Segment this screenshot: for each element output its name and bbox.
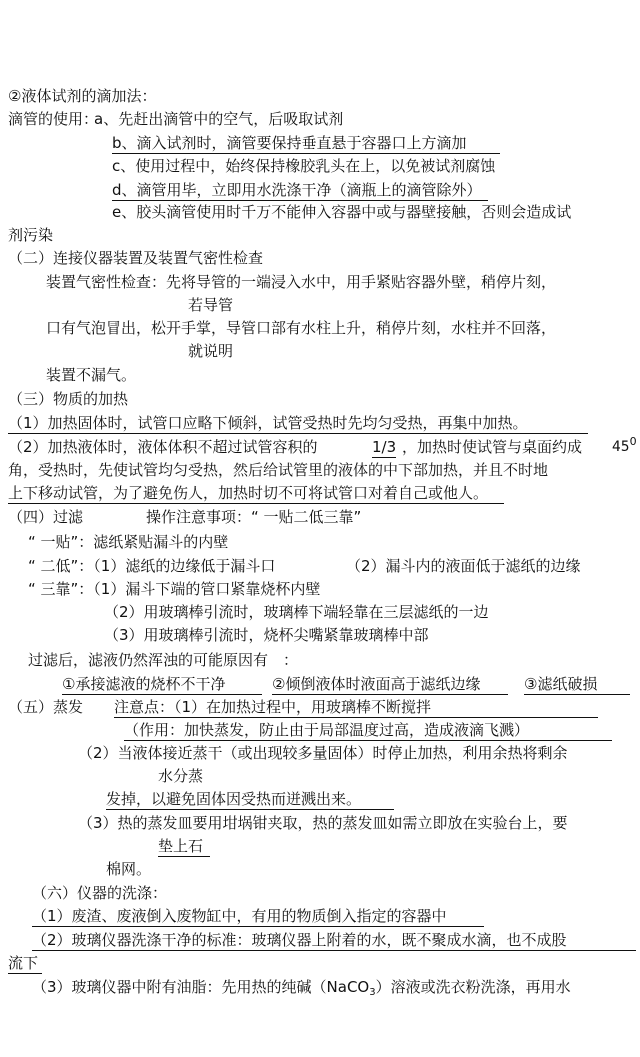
formula-subscript: 3 bbox=[369, 987, 376, 998]
evaporation-note-3-end: 棉网。 bbox=[106, 860, 152, 878]
section-2-title: （二）连接仪器装置及装置气密性检查 bbox=[8, 249, 264, 267]
dropper-item-c: c、使用过程中，始终保持橡胶乳头在上，以免被试剂腐蚀 bbox=[112, 157, 496, 175]
washing-rule-3-b: ）溶液或洗衣粉洗涤，再用水 bbox=[375, 978, 571, 996]
two-low-rule-1: “ 二低”：（1）滤纸的边缘低于漏斗口 bbox=[28, 557, 276, 575]
airtight-check-line-5: 装置不漏气。 bbox=[46, 366, 137, 384]
filtration-note: 操作注意事项：“ 一贴二低三靠” bbox=[146, 508, 362, 526]
washing-rule-3 bbox=[32, 977, 571, 1000]
evaporation-note-2: （2）当液体接近蒸干（或出现较多量固体）时停止加热，利用余热将剩余 bbox=[78, 744, 568, 762]
turbid-filtrate-question: 过滤后，滤液仍然浑浊的可能原因有 ： bbox=[28, 651, 299, 669]
turbid-reason-3: ③滤纸破损 bbox=[524, 674, 630, 695]
dropper-item-e: e、胶头滴管使用时千万不能伸入容器中或与器壁接触，否则会造成试 bbox=[112, 203, 572, 221]
liquid-dropping-heading: ②液体试剂的滴加法： bbox=[8, 87, 157, 105]
heating-liquid-rule-b: ，加热时使试管与桌面约成 bbox=[402, 438, 583, 456]
airtight-check-line-3: 口有气泡冒出，松开手掌，导管口部有水柱上升，稍停片刻，水柱并不回落， bbox=[46, 319, 557, 337]
sodium-carbonate-formula: NaCO bbox=[326, 978, 370, 996]
section-4-title: （四）过滤 bbox=[8, 508, 84, 526]
washing-rule-3-a: （3）玻璃仪器中附有油脂：先用热的纯碱（ bbox=[32, 978, 327, 996]
volume-fraction: 1/3 bbox=[372, 438, 397, 456]
evaporation-note-2-cont: 水分蒸 bbox=[158, 767, 204, 785]
one-stick-rule: “ 一贴”：滤纸紧贴漏斗的内壁 bbox=[28, 533, 229, 551]
airtight-check-line-1: 装置气密性检查：先将导管的一端浸入水中，用手紧贴容器外壁，稍停片刻， bbox=[46, 273, 557, 291]
section-6-title: （六）仪器的洗涤： bbox=[32, 884, 168, 902]
airtight-check-line-4: 就说明 bbox=[188, 342, 234, 360]
washing-rule-2-cont: 流下 bbox=[8, 953, 42, 974]
heating-liquid-rule-c: 角，受热时，先使试管均匀受热，然后给试管里的液体的中下部加热，并且不时地 bbox=[8, 461, 549, 479]
heating-liquid-rule-d: 上下移动试管，为了避免伤人，加热时切不可将试管口对着自己或他人。 bbox=[8, 483, 504, 504]
evaporation-note-3: （3）热的蒸发皿要用坩埚钳夹取，热的蒸发皿如需立即放在实验台上，要 bbox=[78, 814, 568, 832]
dropper-item-d: d、滴管用毕，立即用水洗涤干净（滴瓶上的滴管除外） bbox=[112, 180, 488, 201]
degree-mark: 0 bbox=[629, 435, 637, 448]
two-low-rule-2: （2）漏斗内的液面低于滤纸的边缘 bbox=[346, 557, 581, 575]
evaporation-note-3-cont: 垫上石 bbox=[158, 836, 210, 857]
turbid-reason-1: ①承接滤液的烧杯不干净 bbox=[62, 674, 262, 695]
heating-solid-rule: （1）加热固体时，试管口应略下倾斜，试管受热时先均匀受热，再集中加热。 bbox=[8, 413, 588, 434]
evaporation-note-1-purpose: （作用：加快蒸发，防止由于局部温度过高，造成液滴飞溅） bbox=[124, 720, 612, 741]
evaporation-note-2-end: 发掉，以避免固体因受热而迸溅出来。 bbox=[106, 789, 394, 810]
evaporation-note-1: 注意点：（1）在加热过程中，用玻璃棒不断搅拌 bbox=[114, 697, 598, 718]
airtight-check-line-2: 若导管 bbox=[188, 296, 234, 314]
angle-number: 45 bbox=[612, 439, 630, 455]
dropper-item-a: a、先赶出滴管中的空气，后吸取试剂 bbox=[94, 110, 344, 128]
washing-rule-2: （2）玻璃仪器洗涤干净的标准：玻璃仪器上附着的水，既不聚成水滴，也不成股 bbox=[32, 930, 636, 951]
three-lean-rule-1: “ 三靠”：（1）漏斗下端的管口紧靠烧杯内壁 bbox=[28, 580, 321, 598]
washing-rule-1: （1）废渣、废液倒入废物缸中，有用的物质倒入指定的容器中 bbox=[32, 906, 484, 927]
three-lean-rule-2: （2）用玻璃棒引流时，玻璃棒下端轻靠在三层滤纸的一边 bbox=[104, 603, 489, 621]
dropper-item-b: b、滴入试剂时，滴管要保持垂直悬于容器口上方滴加 bbox=[112, 133, 500, 154]
turbid-reason-2: ②倾倒液体时液面高于滤纸边缘 bbox=[272, 674, 508, 695]
three-lean-rule-3: （3）用玻璃棒引流时，烧杯尖嘴紧靠玻璃棒中部 bbox=[104, 626, 429, 644]
section-5-title: （五）蒸发 bbox=[8, 698, 84, 716]
dropper-item-e-cont: 剂污染 bbox=[8, 226, 54, 244]
section-3-title: （三）物质的加热 bbox=[8, 390, 129, 408]
heating-liquid-rule-a: （2）加热液体时，液体体积不超过试管容积的 bbox=[8, 438, 318, 456]
dropper-usage-label: 滴管的使用： bbox=[8, 110, 99, 128]
angle-value bbox=[612, 437, 637, 458]
